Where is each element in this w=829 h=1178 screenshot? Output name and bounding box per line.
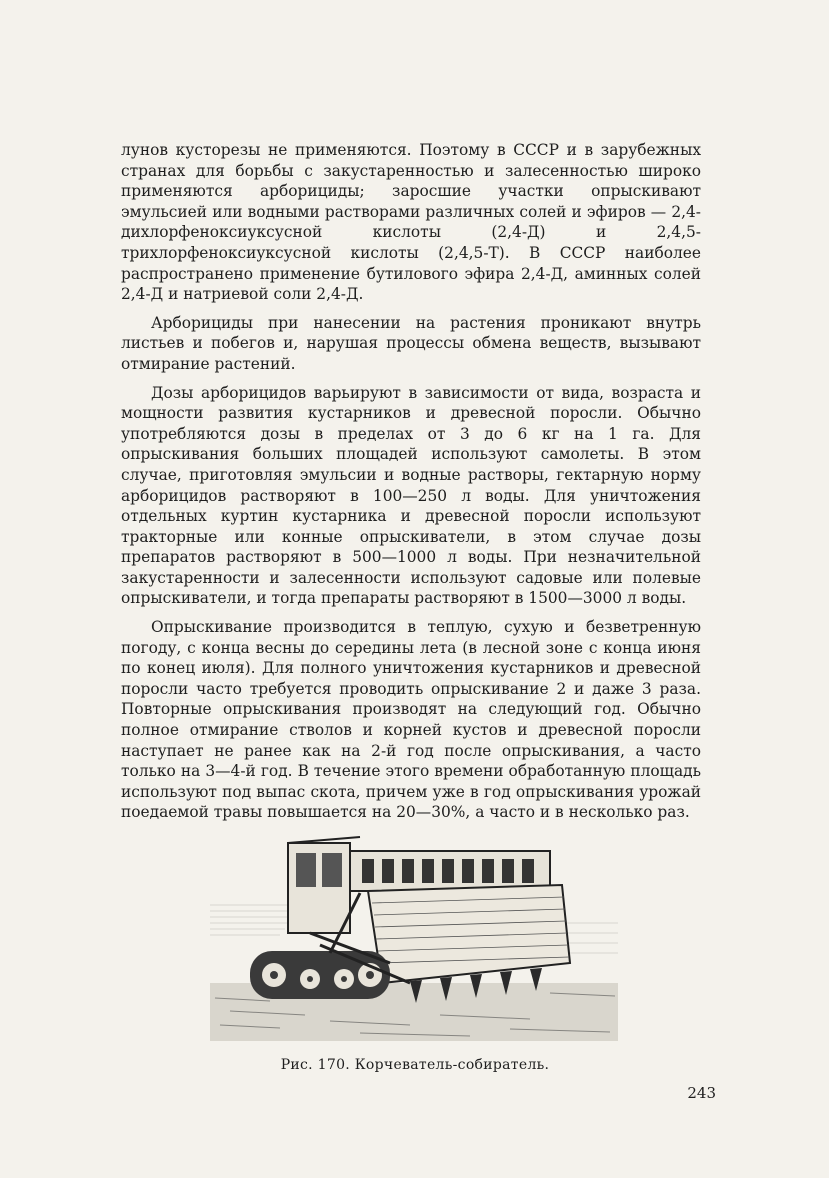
paragraph: Арборициды при нанесении на растения проникают внутрь листьев и побегов и, нарушая процессы обмена веществ, вызывают отмирание растений. [121,313,701,373]
tractor-illustration [210,833,618,1041]
paragraph: Опрыскивание производится в теплую, сухую и безветренную погоду, с конца весны до середины лета (в лесной зоне с конца июня по конец июля). Для полного уничтожения кустарников и древесной поросли часто требуется проводить опрыскивание 2 и даже 3 раза. Повторные опрыскивания производят на следующий год. Обычно полное отмирание стволов и корней кустов и древесной поросли наступает не ранее как на 2-й год после опрыскивания, а часто только на 3—4-й год. В течение этого времени обработанную площадь используют под выпас скота, причем уже в год опрыскивания урожай поедаемой травы повышается на 20—30%, а часто и в несколько раз. [121,618,701,822]
paragraph-continued: лунов кусторезы не применяются. Поэтому в СССР и в зарубежных странах для борьбы с закустаренностью и залесенностью широко применяются арборициды; заросшие участки опрыскивают эмульсией или водными растворами различных солей и эфиров — 2,4-дихлорфеноксиуксусной кислоты (2,4-Д) и 2,4,5-трихлорфеноксиуксусной кислоты (2,4,5-Т). В СССР наиболее распространено применение бутилового эфира 2,4-Д, аминных солей 2,4-Д и натриевой соли 2,4-Д. [121,141,701,304]
figure-caption: Рис. 170. Корчеватель-собиратель. [280,1057,550,1073]
figure-root-puller-illustration [210,833,618,1041]
paragraph: Дозы арборицидов варьируют в зависимости от вида, возраста и мощности развития кустарников и древесной поросли. Обычно употребляются дозы в пределах от 3 до 6 кг на 1 га. Для опрыскивания больших площадей используют самолеты. В этом случае, приготовляя эмульсии и водные растворы, гектарную норму арборицидов растворяют в 100—250 л воды. Для уничтожения отдельных куртин кустарника и древесной поросли используют тракторные или конные опрыскиватели, в этом случае дозы препаратов растворяют в 500—1000 л воды. При незначительной закустаренности и залесенности используют садовые или полевые опрыскиватели, и тогда препараты растворяют в 1500—3000 л воды. [121,383,701,608]
body-text [121,140,701,831]
page-number: 243 [687,1084,716,1102]
